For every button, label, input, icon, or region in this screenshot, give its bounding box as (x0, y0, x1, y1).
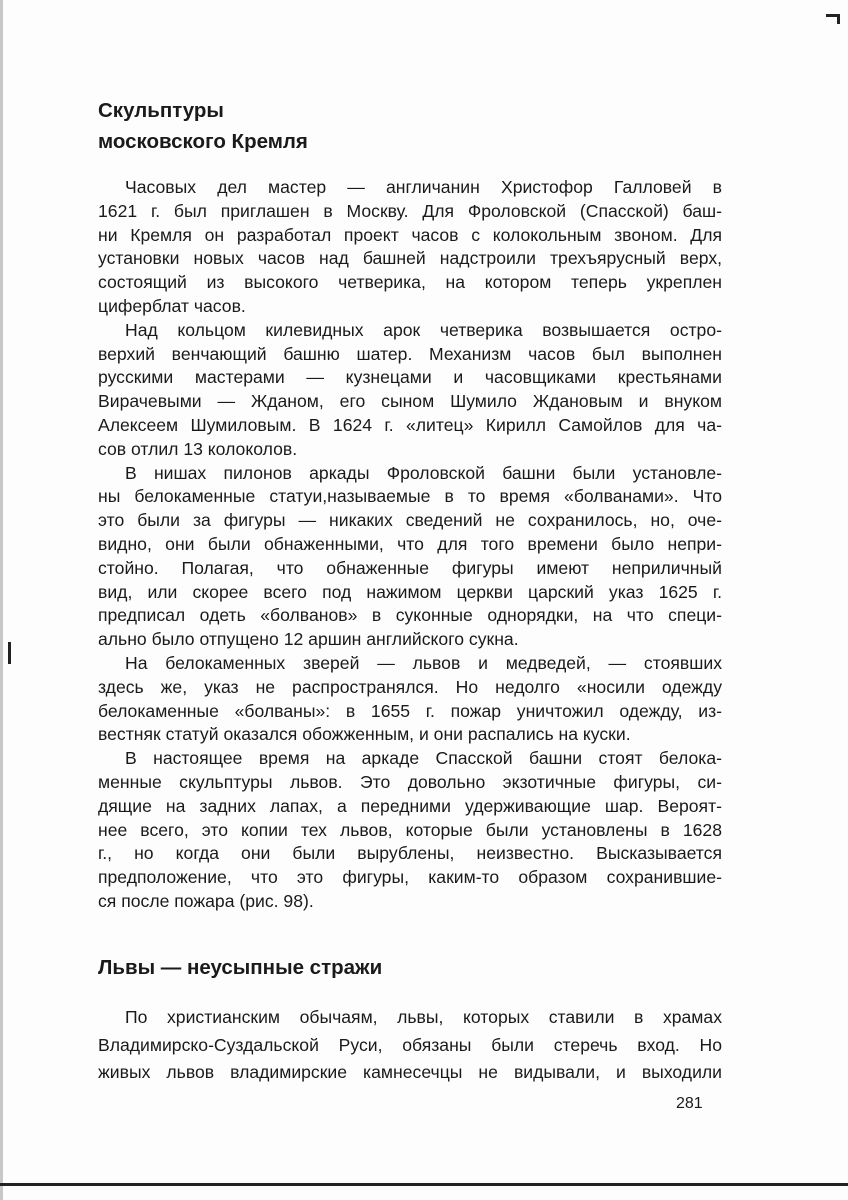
text-line: Вирачевыми — Жданом, его сыном Шумило Ждановым и внуком (98, 391, 722, 412)
text-line: циферблат часов. (98, 295, 246, 316)
text-line: вид, или скорее всего под нажимом церкви царский указ 1625 г. (98, 581, 722, 602)
text-line: сов отлил 13 колоколов. (98, 438, 298, 459)
text-line: дящие на задних лапах, а передними удерживающие шар. Вероят- (98, 795, 722, 816)
text-line: русскими мастерами — кузнецами и часовщиками крестьянами (98, 367, 722, 388)
section-2-title: Львы — неусыпные стражи (98, 956, 383, 979)
text-line: верхий венчающий башню шатер. Механизм часов был выполнен (98, 343, 722, 364)
scan-corner-mark (826, 14, 840, 17)
section-2-body (98, 1004, 722, 1087)
scan-bottom-border (0, 1183, 848, 1186)
text-line: Над кольцом килевидных арок четверика возвышается остро- (125, 319, 722, 340)
text-line: это были за фигуры — никаких сведений не сохранилось, но, оче- (98, 510, 722, 531)
text-line: здесь же, указ не распространялся. Но недолго «носили одежду (98, 676, 722, 697)
text-line: установки новых часов над башней надстроили трехъярусный верх, (98, 248, 722, 269)
paragraph (98, 1004, 722, 1087)
section-1-body (98, 176, 722, 914)
text-line: видно, они были обнаженными, что для того времени было непри- (98, 533, 722, 554)
section-title-line-2: московского Кремля (98, 130, 308, 153)
text-line: ально было отпущено 12 аршин английского сукна. (98, 629, 519, 650)
text-line: белокаменные «болваны»: в 1655 г. пожар уничтожил одежду, из- (98, 700, 722, 721)
text-line: Алексеем Шумиловым. В 1624 г. «литец» Кирилл Самойлов для ча- (98, 414, 722, 435)
text-line: живых львов владимирские камнесечцы не видывали, и выходили (98, 1062, 722, 1082)
text-line: менные скульптуры львов. Это довольно экзотичные фигуры, си- (98, 771, 722, 792)
text-line: ни Кремля он разработал проект часов с колокольным звоном. Для (98, 224, 722, 245)
text-line: вестняк статуй оказался обожженным, и они распались на куски. (98, 724, 631, 745)
text-line: г., но когда они были вырублены, неизвестно. Высказывается (98, 843, 722, 864)
text-line: Часовых дел мастер — англичанин Христофор Галловей в (125, 177, 722, 197)
paragraph (98, 747, 722, 914)
paragraph (98, 652, 722, 747)
page-number: 281 (676, 1095, 703, 1112)
paragraph (98, 319, 722, 462)
paragraph (98, 462, 722, 652)
text-line: 1621 г. был приглашен в Москву. Для Фроловской (Спасской) баш- (98, 200, 722, 221)
section-title-line-1: Скульптуры (98, 99, 224, 122)
text-line: состоящий из высокого четверика, на котором теперь укреплен (98, 272, 722, 293)
scan-edge (0, 0, 3, 1200)
text-line: В настоящее время на аркаде Спасской башни стоят белока- (125, 748, 722, 769)
text-line: предписал одеть «болванов» в суконные однорядки, на что специ- (98, 605, 722, 626)
paragraph (98, 176, 722, 319)
text-line: ся после пожара (рис. 98). (98, 890, 314, 911)
text-line: На белокаменных зверей — львов и медведей, — стоявших (125, 652, 722, 673)
text-line: предположение, что это фигуры, каким-то образом сохранившие- (98, 867, 722, 888)
scan-mark (8, 642, 11, 664)
text-line: Владимирско-Суздальской Руси, обязаны были стеречь вход. Но (98, 1034, 722, 1055)
text-line: По христианским обычаям, львы, которых ставили в храмах (125, 1007, 722, 1027)
text-line: В нишах пилонов аркады Фроловской башни были установле- (125, 462, 722, 483)
text-line: нее всего, это копии тех львов, которые были установлены в 1628 (98, 819, 722, 840)
text-line: стойно. Полагая, что обнаженные фигуры имеют неприличный (98, 557, 722, 578)
text-line: ны белокаменные статуи,называемые в то время «болванами». Что (98, 486, 722, 507)
